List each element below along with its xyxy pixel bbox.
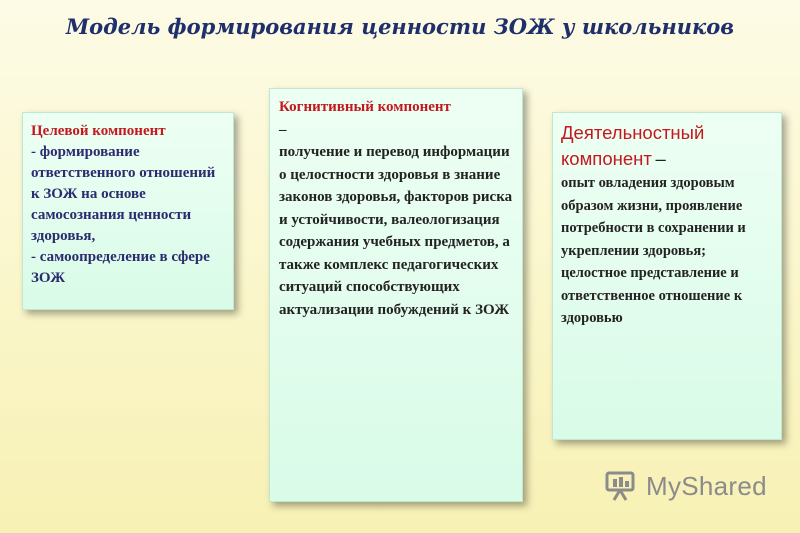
cognitive-component-card	[269, 88, 523, 502]
target-component-text: - формирование ответственного отношений к ЗОЖ на основе самосознания ценности здоровья, - самоопределение в сфере ЗОЖ	[31, 144, 216, 286]
logo-text: MyShared	[646, 470, 767, 501]
activity-component-card	[552, 112, 782, 440]
activity-component-dash: –	[655, 147, 666, 169]
target-component-heading: Целевой компонент	[31, 123, 166, 139]
cognitive-component-dash: –	[279, 121, 287, 138]
activity-component-text: опыт овладения здоровым образом жизни, проявление потребности в сохранении и укреплении здоровья; целостное представление и ответственное отношение к здоровью	[561, 175, 746, 326]
presentation-board-icon	[604, 470, 640, 502]
activity-component-heading: Деятельностный компонент	[561, 122, 705, 169]
cognitive-component-text: получение и перевод информации о целостности здоровья в знание законов здоровья, факторов риска и устойчивости, валеологизация содержания учебных предметов, а также комплекс педагогических ситуаций способствующих актуализации побуждений к ЗОЖ	[279, 144, 513, 318]
cognitive-component-heading: Когнитивный компонент	[279, 99, 451, 115]
myshared-logo	[604, 469, 774, 503]
diagram-title: Модель формирования ценности ЗОЖ у школьников	[65, 14, 735, 39]
target-component-card	[22, 112, 234, 310]
